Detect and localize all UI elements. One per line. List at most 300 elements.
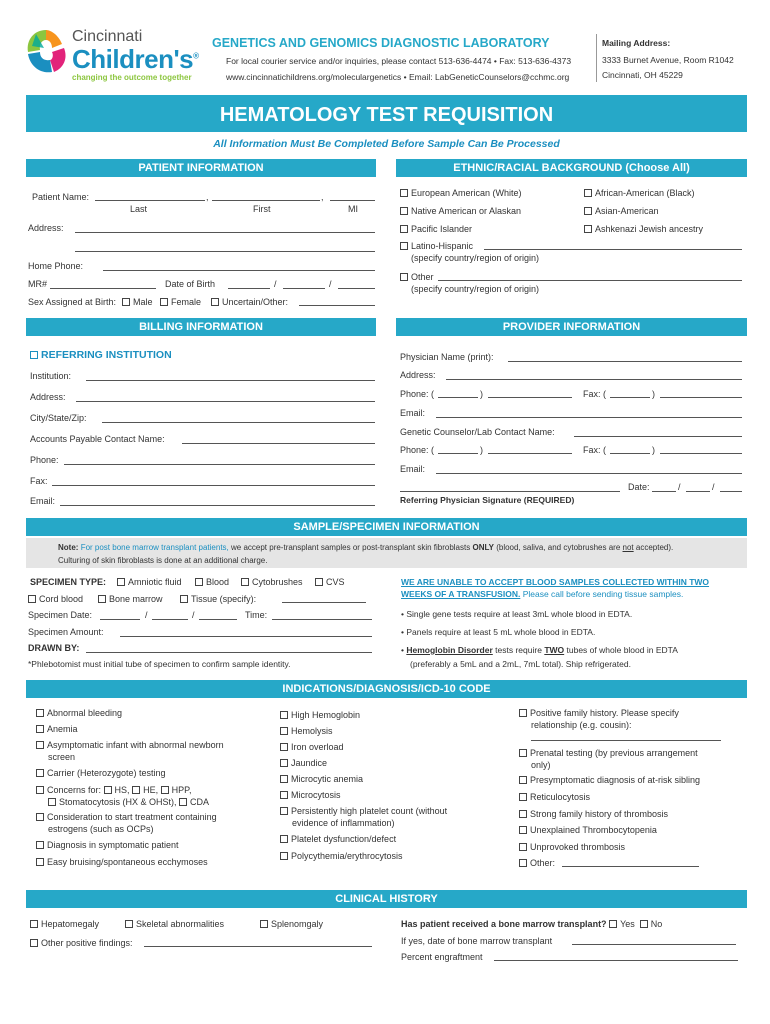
- ind-other[interactable]: [519, 858, 555, 868]
- specimen-date-label: Specimen Date:: [28, 610, 93, 620]
- signature-field[interactable]: [400, 483, 620, 492]
- spec-date-year[interactable]: [199, 611, 237, 620]
- gc-fax-area[interactable]: [610, 445, 650, 454]
- prov-address-label: Address:: [400, 370, 436, 380]
- sig-date-month[interactable]: [652, 483, 676, 492]
- ind-stomatocytosis: Stomatocytosis (HX & OHSt),: [59, 797, 177, 807]
- checkbox-icon[interactable]: [125, 920, 133, 928]
- ind-polycythemia[interactable]: [280, 851, 403, 861]
- prov-email-field[interactable]: [436, 409, 742, 418]
- checkbox-icon[interactable]: [104, 786, 112, 794]
- checkbox-icon[interactable]: [36, 813, 44, 821]
- checkbox-icon[interactable]: [280, 791, 288, 799]
- clin-skeletal[interactable]: [125, 919, 224, 929]
- gc-phone-field[interactable]: [488, 445, 572, 454]
- checkbox-icon[interactable]: [211, 298, 219, 306]
- bill-phone-field[interactable]: [64, 456, 375, 465]
- note-text2: (blood, saliva, and cytobrushes are: [496, 543, 621, 552]
- ind-label: Presymptomatic diagnosis of at-risk sibling: [530, 775, 701, 785]
- prov-fax-label: Fax: (: [583, 389, 607, 399]
- time-field[interactable]: [272, 611, 372, 620]
- ind-jaundice[interactable]: [280, 758, 327, 768]
- gc-label: Genetic Counselor/Lab Contact Name:: [400, 427, 555, 437]
- warn-call: Please call before sending tissue samples.: [522, 589, 684, 599]
- b1: Single gene tests require at least 3mL whole blood in EDTA.: [406, 609, 633, 619]
- ind-label: Microcytosis: [291, 790, 341, 800]
- checkbox-icon[interactable]: [280, 852, 288, 860]
- checkbox-icon[interactable]: [117, 578, 125, 586]
- bullet-hemoglobin-2: (preferably a 5mL and a 2mL, 7mL total). Ship refrigerated.: [410, 659, 631, 669]
- paren: ): [652, 445, 655, 455]
- other-sub: (specify country/region of origin): [411, 284, 540, 294]
- gc-field[interactable]: [574, 428, 742, 437]
- type-label: CVS: [326, 577, 345, 587]
- checkbox-icon[interactable]: [400, 273, 408, 281]
- home-phone-field[interactable]: [103, 262, 375, 271]
- b2: Panels require at least 5 mL whole blood in EDTA.: [406, 627, 596, 637]
- city-field[interactable]: [102, 414, 375, 423]
- checkbox-icon[interactable]: [315, 578, 323, 586]
- type-cord[interactable]: [28, 594, 83, 604]
- dob-sep: /: [329, 279, 332, 289]
- gc-phone-label: Phone: (: [400, 445, 435, 455]
- b3a: Hemoglobin Disorder: [406, 645, 493, 655]
- ind-bruising[interactable]: [36, 857, 208, 867]
- prov-email-label: Email:: [400, 408, 426, 418]
- sig-date-day[interactable]: [686, 483, 710, 492]
- checkbox-icon[interactable]: [519, 859, 527, 867]
- bullet-panels: • Panels require at least 5 mL whole blood in EDTA.: [401, 627, 596, 637]
- checkbox-icon[interactable]: [160, 298, 168, 306]
- prov-fax-field[interactable]: [660, 389, 742, 398]
- checkbox-icon[interactable]: [519, 793, 527, 801]
- eth-latino[interactable]: [400, 241, 473, 251]
- time-label: Time:: [245, 610, 268, 620]
- paren: ): [480, 445, 483, 455]
- ind-thrombosis-history[interactable]: [519, 809, 668, 819]
- transfusion-warning-1: WE ARE UNABLE TO ACCEPT BLOOD SAMPLES COLLECTED WITHIN TWO: [401, 577, 710, 587]
- ind-reticulocytosis[interactable]: [519, 792, 590, 802]
- ind-label: Prenatal testing (by previous arrangement: [530, 748, 698, 758]
- ind-presymptomatic[interactable]: [519, 775, 700, 785]
- bmt-question: [401, 919, 662, 929]
- eth-other[interactable]: [400, 272, 434, 282]
- eth-label: Asian-American: [595, 206, 659, 216]
- ind-thrombocytopenia[interactable]: [519, 825, 657, 835]
- address-field-2[interactable]: [75, 243, 375, 252]
- bmt-yes[interactable]: [609, 919, 635, 929]
- ind-platelet-dysfunction[interactable]: [280, 834, 396, 844]
- paren: ): [652, 389, 655, 399]
- checkbox-icon[interactable]: [260, 920, 268, 928]
- clinical-heading: CLINICAL HISTORY: [26, 890, 747, 908]
- logo-mark-icon: [22, 26, 70, 78]
- eth-european[interactable]: [400, 188, 522, 198]
- logo-tagline: changing the outcome together: [72, 73, 192, 82]
- physician-label: Physician Name (print):: [400, 352, 494, 362]
- date-sep: /: [712, 482, 715, 492]
- ind-family-history-2: relationship (e.g. cousin):: [531, 720, 632, 730]
- mr-label: MR#: [28, 279, 48, 289]
- clin-label: Skeletal abnormalities: [136, 919, 225, 929]
- checkbox-icon[interactable]: [179, 798, 187, 806]
- title-banner: HEMATOLOGY TEST REQUISITION: [26, 95, 747, 132]
- comma: ,: [321, 192, 324, 202]
- logo-main-text: Children's: [72, 44, 194, 74]
- type-cyto[interactable]: [241, 577, 303, 587]
- ethnic-heading: ETHNIC/RACIAL BACKGROUND (Choose All): [396, 159, 747, 177]
- bmt-q: Has patient received a bone marrow transplant?: [401, 919, 607, 929]
- specimen-note: [58, 543, 673, 552]
- sex-other[interactable]: [211, 297, 288, 307]
- sex-label: Sex Assigned at Birth:: [28, 297, 117, 307]
- gc-phone-area[interactable]: [438, 445, 478, 454]
- logo-reg: ®: [193, 51, 199, 61]
- address-label: Address:: [28, 223, 64, 233]
- mailing-line1: 3333 Burnet Avenue, Room R1042: [602, 55, 734, 65]
- gc-fax-label: Fax: (: [583, 445, 607, 455]
- patient-heading: PATIENT INFORMATION: [26, 159, 376, 177]
- ind-label: Diagnosis in symptomatic patient: [47, 840, 179, 850]
- transfusion-warning-2: [401, 589, 683, 599]
- bmt-date-field[interactable]: [572, 936, 736, 945]
- checkbox-icon[interactable]: [28, 595, 36, 603]
- ind-other-field[interactable]: [562, 858, 699, 867]
- engraftment-label: Percent engraftment: [401, 952, 483, 962]
- ind-platelet-count-2: evidence of inflammation): [292, 818, 395, 828]
- spec-date-month[interactable]: [100, 611, 140, 620]
- ind-label: Asymptomatic infant with abnormal newborn: [47, 740, 224, 750]
- checkbox-icon[interactable]: [36, 858, 44, 866]
- home-phone-label: Home Phone:: [28, 261, 84, 271]
- clin-label: Splenomgaly: [271, 919, 324, 929]
- type-label: Blood: [206, 577, 230, 587]
- city-label: City/State/Zip:: [30, 413, 87, 423]
- mi-caption: MI: [348, 204, 358, 214]
- dob-month[interactable]: [228, 280, 270, 289]
- eth-native[interactable]: [400, 206, 521, 216]
- prov-address-field[interactable]: [446, 371, 742, 380]
- b3c: TWO: [544, 645, 565, 655]
- note-text: we accept pre-transplant samples or post-transplant skin fibroblasts: [231, 543, 471, 552]
- drawn-by-field[interactable]: [86, 644, 372, 653]
- ind-he: HE,: [143, 785, 159, 795]
- phlebotomist-note: *Phlebotomist must initial tube of specimen to confirm sample identity.: [28, 659, 291, 669]
- ind-hemolysis[interactable]: [280, 726, 333, 736]
- ind-concerns[interactable]: [36, 785, 191, 795]
- bill-address-field[interactable]: [76, 393, 375, 402]
- ind-hpp: HPP,: [171, 785, 192, 795]
- lab-contact-line: For local courier service and/or inquiries, please contact 513-636-4474 • Fax: 513-636-4373: [226, 56, 572, 66]
- mi-field[interactable]: [330, 192, 375, 201]
- lab-web-line: www.cincinnatichildrens.org/moleculargenetics • Email: LabGeneticCounselors@cchmc.org: [226, 72, 570, 82]
- comma: ,: [206, 192, 209, 202]
- clin-label: Hepatomegaly: [41, 919, 100, 929]
- checkbox-icon[interactable]: [400, 207, 408, 215]
- sex-female-label: Female: [171, 297, 202, 307]
- type-label: Amniotic fluid: [128, 577, 182, 587]
- logo-main: [72, 44, 199, 75]
- physician-field[interactable]: [508, 353, 742, 362]
- checkbox-icon[interactable]: [400, 189, 408, 197]
- type-label: Tissue (specify):: [191, 594, 257, 604]
- eth-label: Pacific Islander: [411, 224, 473, 234]
- dob-day[interactable]: [283, 280, 325, 289]
- checkbox-icon[interactable]: [36, 841, 44, 849]
- ind-label: Anemia: [47, 724, 78, 734]
- checkbox-icon[interactable]: [519, 776, 527, 784]
- note-not: not: [622, 543, 634, 552]
- ind-microcytic-anemia[interactable]: [280, 774, 363, 784]
- bill-fax-field[interactable]: [52, 477, 375, 486]
- dob-label: Date of Birth: [165, 279, 216, 289]
- type-marrow[interactable]: [98, 594, 163, 604]
- referring-institution[interactable]: [30, 349, 172, 361]
- note-label: Note:: [58, 543, 79, 552]
- date-sep: /: [678, 482, 681, 492]
- eth-label: Other: [411, 272, 434, 282]
- checkbox-icon[interactable]: [280, 711, 288, 719]
- date-sep: /: [145, 610, 148, 620]
- checkbox-icon[interactable]: [519, 749, 527, 757]
- prov-phone-area[interactable]: [438, 389, 478, 398]
- bill-email-label: Email:: [30, 496, 56, 506]
- ind-asymptomatic-2: screen: [48, 752, 76, 762]
- clin-other[interactable]: [30, 938, 133, 948]
- logo-top: Cincinnati: [72, 28, 143, 45]
- type-label: Cytobrushes: [252, 577, 303, 587]
- ind-cda: CDA: [190, 797, 210, 807]
- ind-label: Strong family history of thrombosis: [530, 809, 669, 819]
- ind-label: Platelet dysfunction/defect: [291, 834, 397, 844]
- tissue-field[interactable]: [282, 594, 366, 603]
- note-only: ONLY: [472, 543, 494, 552]
- checkbox-icon[interactable]: [36, 725, 44, 733]
- checkbox-icon[interactable]: [30, 920, 38, 928]
- ind-prenatal[interactable]: [519, 748, 698, 758]
- dob-year[interactable]: [338, 280, 375, 289]
- gc-fax-field[interactable]: [660, 445, 742, 454]
- bmt-no[interactable]: [640, 919, 663, 929]
- subtitle: All Information Must Be Completed Before Sample Can Be Processed: [213, 138, 560, 150]
- institution-field[interactable]: [86, 372, 375, 381]
- eth-asian[interactable]: [584, 206, 659, 216]
- amount-label: Specimen Amount:: [28, 627, 104, 637]
- bill-email-field[interactable]: [60, 497, 375, 506]
- checkbox-icon[interactable]: [48, 798, 56, 806]
- ind-label: Concerns for:: [47, 785, 102, 795]
- checkbox-icon[interactable]: [195, 578, 203, 586]
- checkbox-icon[interactable]: [519, 709, 527, 717]
- ind-label: Unexplained Thrombocytopenia: [530, 825, 657, 835]
- latino-sub: (specify country/region of origin): [411, 253, 540, 263]
- ind-concerns-2[interactable]: [48, 797, 209, 807]
- gc-email-field[interactable]: [436, 465, 742, 474]
- type-tissue[interactable]: [180, 594, 256, 604]
- gc-email-label: Email:: [400, 464, 426, 474]
- mr-field[interactable]: [50, 280, 156, 289]
- ind-label: Unprovoked thrombosis: [530, 842, 626, 852]
- ind-label: Carrier (Heterozygote) testing: [47, 768, 166, 778]
- ind-label: Polycythemia/erythrocytosis: [291, 851, 403, 861]
- ind-label: Microcytic anemia: [291, 774, 364, 784]
- sex-male[interactable]: [122, 297, 153, 307]
- ind-family-history[interactable]: [519, 708, 679, 718]
- checkbox-icon[interactable]: [180, 595, 188, 603]
- lab-title: GENETICS AND GENOMICS DIAGNOSTIC LABORATORY: [212, 36, 550, 50]
- ind-label: Easy bruising/spontaneous ecchymoses: [47, 857, 208, 867]
- checkbox-icon[interactable]: [280, 743, 288, 751]
- checkbox-icon[interactable]: [36, 786, 44, 794]
- ind-high-hgb[interactable]: [280, 710, 360, 720]
- clin-other-field[interactable]: [144, 938, 372, 947]
- date-sep: /: [192, 610, 195, 620]
- ind-platelet-count[interactable]: [280, 806, 447, 816]
- b3b: tests require: [495, 645, 542, 655]
- last-name-field[interactable]: [95, 192, 205, 201]
- checkbox-icon[interactable]: [132, 786, 140, 794]
- ind-label: Other:: [530, 858, 556, 868]
- sig-date-year[interactable]: [720, 483, 742, 492]
- checkbox-icon[interactable]: [122, 298, 130, 306]
- checkbox-icon[interactable]: [241, 578, 249, 586]
- ind-diagnosis[interactable]: [36, 840, 179, 850]
- engraftment-field[interactable]: [494, 952, 738, 961]
- clin-splenomegaly[interactable]: [260, 919, 323, 929]
- mailing-line2: Cincinnati, OH 45229: [602, 70, 683, 80]
- checkbox-icon[interactable]: [519, 810, 527, 818]
- checkbox-icon[interactable]: [609, 920, 617, 928]
- checkbox-icon[interactable]: [640, 920, 648, 928]
- ind-label: Iron overload: [291, 742, 344, 752]
- amount-field[interactable]: [120, 628, 372, 637]
- ind-estrogen[interactable]: [36, 812, 217, 822]
- type-cvs[interactable]: [315, 577, 345, 587]
- ind-iron[interactable]: [280, 742, 344, 752]
- checkbox-icon[interactable]: [400, 225, 408, 233]
- checkbox-icon[interactable]: [161, 786, 169, 794]
- sex-male-label: Male: [133, 297, 153, 307]
- indications-heading: INDICATIONS/DIAGNOSIS/ICD-10 CODE: [26, 680, 747, 698]
- ind-microcytosis[interactable]: [280, 790, 341, 800]
- note-line2: Culturing of skin fibroblasts is done at an additional charge.: [58, 556, 268, 565]
- checkbox-icon[interactable]: [584, 189, 592, 197]
- no-label: No: [650, 919, 663, 929]
- checkbox-icon[interactable]: [30, 939, 38, 947]
- eth-label: Ashkenazi Jewish ancestry: [595, 224, 704, 234]
- note-text3: accepted).: [635, 543, 674, 552]
- bmt-date-label: If yes, date of bone marrow transplant: [401, 936, 553, 946]
- eth-pacific[interactable]: [400, 224, 472, 234]
- checkbox-icon[interactable]: [36, 709, 44, 717]
- ind-label: Consideration to start treatment containing: [47, 812, 217, 822]
- type-blood[interactable]: [195, 577, 229, 587]
- checkbox-icon[interactable]: [519, 826, 527, 834]
- sex-other-field[interactable]: [299, 297, 375, 306]
- ap-contact-label: Accounts Payable Contact Name:: [30, 434, 165, 444]
- header-divider: [596, 34, 597, 82]
- ind-label: Jaundice: [291, 758, 328, 768]
- dob-sep: /: [274, 279, 277, 289]
- eth-label: European American (White): [411, 188, 522, 198]
- first-name-field[interactable]: [212, 192, 320, 201]
- ind-hs: HS,: [114, 785, 130, 795]
- b3d: tubes of whole blood in EDTA: [566, 645, 678, 655]
- checkbox-icon[interactable]: [280, 727, 288, 735]
- note-red: For post bone marrow transplant patients,: [80, 543, 229, 552]
- checkbox-icon[interactable]: [400, 242, 408, 250]
- eth-label: Native American or Alaskan: [411, 206, 522, 216]
- ind-label: Positive family history. Please specify: [530, 708, 679, 718]
- latino-field[interactable]: [484, 241, 742, 250]
- warn-bold: WEEKS OF A TRANSFUSION.: [401, 589, 521, 599]
- type-amniotic[interactable]: [117, 577, 182, 587]
- ind-label: Persistently high platelet count (without: [291, 806, 448, 816]
- ind-carrier[interactable]: [36, 768, 166, 778]
- institution-label: Institution:: [30, 371, 72, 381]
- ind-asymptomatic[interactable]: [36, 740, 224, 750]
- signature-caption: Referring Physician Signature (REQUIRED): [400, 495, 575, 505]
- paren: ): [480, 389, 483, 399]
- prov-fax-area[interactable]: [610, 389, 650, 398]
- ind-unprovoked[interactable]: [519, 842, 625, 852]
- checkbox-icon[interactable]: [280, 759, 288, 767]
- checkbox-icon[interactable]: [36, 769, 44, 777]
- other-ethnic-field[interactable]: [438, 272, 742, 281]
- sex-female[interactable]: [160, 297, 201, 307]
- ap-contact-field[interactable]: [182, 435, 375, 444]
- checkbox-icon[interactable]: [280, 807, 288, 815]
- eth-label: African-American (Black): [595, 188, 695, 198]
- prov-phone-field[interactable]: [488, 389, 572, 398]
- checkbox-icon[interactable]: [519, 843, 527, 851]
- specimen-type-label: SPECIMEN TYPE:: [30, 577, 107, 587]
- bullet-single-gene: • Single gene tests require at least 3mL whole blood in EDTA.: [401, 609, 633, 619]
- checkbox-icon[interactable]: [280, 775, 288, 783]
- bill-phone-label: Phone:: [30, 455, 59, 465]
- checkbox-icon[interactable]: [584, 225, 592, 233]
- ind-abnormal-bleeding[interactable]: [36, 708, 122, 718]
- checkbox-icon[interactable]: [584, 207, 592, 215]
- bullet-hemoglobin: • Hemoglobin Disorder tests require TWO tubes of whole blood in EDTA: [401, 645, 678, 655]
- bill-address-label: Address:: [30, 392, 66, 402]
- type-label: Cord blood: [39, 594, 84, 604]
- eth-african[interactable]: [584, 188, 695, 198]
- specimen-heading: SAMPLE/SPECIMEN INFORMATION: [26, 518, 747, 536]
- address-field-1[interactable]: [75, 224, 375, 233]
- mailing-label: Mailing Address:: [602, 38, 671, 48]
- spec-date-day[interactable]: [152, 611, 188, 620]
- eth-ashkenazi[interactable]: [584, 224, 703, 234]
- provider-heading: PROVIDER INFORMATION: [396, 318, 747, 336]
- checkbox-icon[interactable]: [280, 835, 288, 843]
- drawn-by-label: DRAWN BY:: [28, 643, 80, 653]
- referring-label: REFERRING INSTITUTION: [41, 349, 172, 361]
- date-label: Date:: [628, 482, 650, 492]
- last-caption: Last: [130, 204, 148, 214]
- yes-label: Yes: [620, 919, 635, 929]
- ind-label: Hemolysis: [291, 726, 333, 736]
- ind-label: High Hemoglobin: [291, 710, 361, 720]
- relationship-field[interactable]: [531, 732, 721, 741]
- clin-hepatomegaly[interactable]: [30, 919, 99, 929]
- checkbox-icon[interactable]: [98, 595, 106, 603]
- ind-label: Reticulocytosis: [530, 792, 591, 802]
- checkbox-icon[interactable]: [36, 741, 44, 749]
- ind-anemia[interactable]: [36, 724, 78, 734]
- sex-other-label: Uncertain/Other:: [222, 297, 289, 307]
- checkbox-icon[interactable]: [30, 351, 38, 359]
